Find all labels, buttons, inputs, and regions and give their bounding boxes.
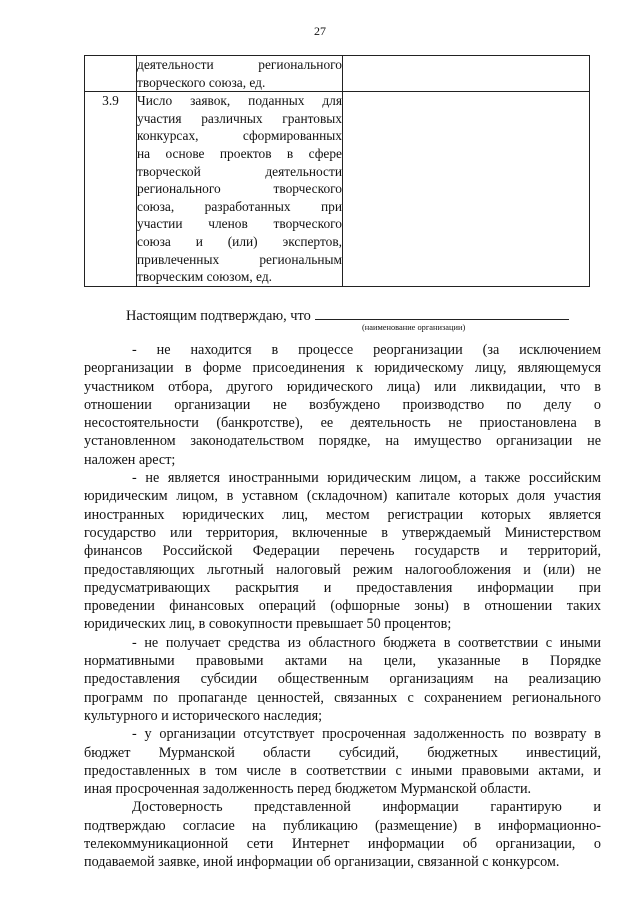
paragraph <box>84 469 601 634</box>
text-line: предоставленных в том числе в соответствии с иными правовыми актами, и <box>84 762 601 779</box>
text-line: государство или территория, включенные в утверждаемый Министерством <box>84 524 601 541</box>
table-cell-description <box>137 92 343 287</box>
text-line: культурного и исторического наследия; <box>84 707 323 724</box>
text-line: установленном законодательством порядке, на имущество организации не <box>84 433 601 450</box>
paragraph <box>84 341 601 469</box>
organization-name-caption: (наименование организации) <box>362 323 466 332</box>
text-line: юридическим лицом, в уставном (складочном) капитале которых доля участия <box>84 488 601 505</box>
paragraph <box>84 798 601 871</box>
table-row <box>85 56 590 92</box>
text-line: предоставления субсидии общественным организациям на реализацию <box>84 671 601 688</box>
table-cell-line: союза, разработанных при <box>137 198 342 214</box>
text-line: реорганизации в форме присоединения к юридическому лицу, являющемуся <box>84 360 601 377</box>
text-line: наложен арест; <box>84 451 176 468</box>
table-cell-line: союза и (или) экспертов, <box>137 233 342 249</box>
text-line: Достоверность представленной информации гарантирую и <box>132 799 601 816</box>
text-line: нормативными правовыми актами на цели, указанные в Порядке <box>84 653 601 670</box>
text-line: бюджет Мурманской области субсидий, бюджетных инвестиций, <box>84 744 601 761</box>
confirmation-line <box>126 305 569 325</box>
organization-name-blank <box>315 305 569 320</box>
table-cell-line: конкурсах, сформированных <box>137 128 342 144</box>
table-cell-value <box>343 92 590 287</box>
text-line: юридических лиц, в совокупности превышает 50 процентов; <box>84 616 452 633</box>
text-line: - у организации отсутствует просроченная задолженность по возврату в <box>132 726 601 743</box>
text-line: участником отбора, другого юридического лица) или ликвидации, что в <box>84 378 601 395</box>
text-line: подтверждаю согласие на публикацию (размещение) в информационно- <box>84 817 601 834</box>
table-row <box>85 92 590 287</box>
text-line: несостоятельности (банкротстве), ее деятельность не приостановлена в <box>84 415 601 432</box>
table-cell-line: участия различных грантовых <box>137 110 342 126</box>
text-line: финансов Российской Федерации перечень государств и территорий, <box>84 543 601 560</box>
page-number: 27 <box>314 24 326 38</box>
confirmation-text: Настоящим подтверждаю, что <box>126 308 311 324</box>
indicator-table <box>84 55 590 287</box>
text-line: предоставляющих льготный налоговый режим налогообложения и (или) не <box>84 561 601 578</box>
table-cell-line: регионального творческого <box>137 181 342 197</box>
text-line: предусматривающих раскрытия и предоставления информации при <box>84 579 601 596</box>
table-cell-line: участии членов творческого <box>137 216 342 232</box>
table-cell-line: привлеченных региональным <box>137 251 342 267</box>
text-line: отношении организации не возбуждено производство по делу о <box>84 396 601 413</box>
table-cell-value <box>343 56 590 92</box>
table-cell-line: Число заявок, поданных для <box>137 93 342 109</box>
table-cell-line: деятельности регионального <box>137 57 342 72</box>
text-line: - не является иностранными юридическим лицом, а также российским <box>132 470 601 487</box>
table-cell-description <box>137 56 343 92</box>
text-line: иная просроченная задолженность перед бюджетом Мурманской области. <box>84 781 532 798</box>
table-cell-line: творческим союзом, ед. <box>137 269 272 285</box>
table-cell-number <box>85 56 137 92</box>
table-cell-line: творческого союза, ед. <box>137 74 266 90</box>
table-cell-line: на основе проектов в сфере <box>137 145 342 161</box>
text-line: - не получает средства из областного бюджета в соответствии с иными <box>132 634 601 651</box>
text-line: программ по пропаганде ценностей, связанных с сохранением регионального <box>84 689 601 706</box>
paragraph <box>84 634 601 725</box>
text-line: - не находится в процессе реорганизации (за исключением <box>132 342 601 358</box>
table-cell-number: 3.9 <box>85 92 137 287</box>
table-cell-line: творческой деятельности <box>137 163 342 179</box>
paragraph <box>84 725 601 798</box>
text-line: проведении финансовых операций (офшорные зоны) в отношении таких <box>84 598 601 615</box>
confirmation-body <box>84 341 601 872</box>
text-line: подаваемой заявке, иной информации об организации, связанной с конкурсом. <box>84 854 560 871</box>
text-line: иностранных юридических лиц, местом регистрации которых является <box>84 506 601 523</box>
text-line: телекоммуникационной сети Интернет информации об организации, о <box>84 836 601 853</box>
